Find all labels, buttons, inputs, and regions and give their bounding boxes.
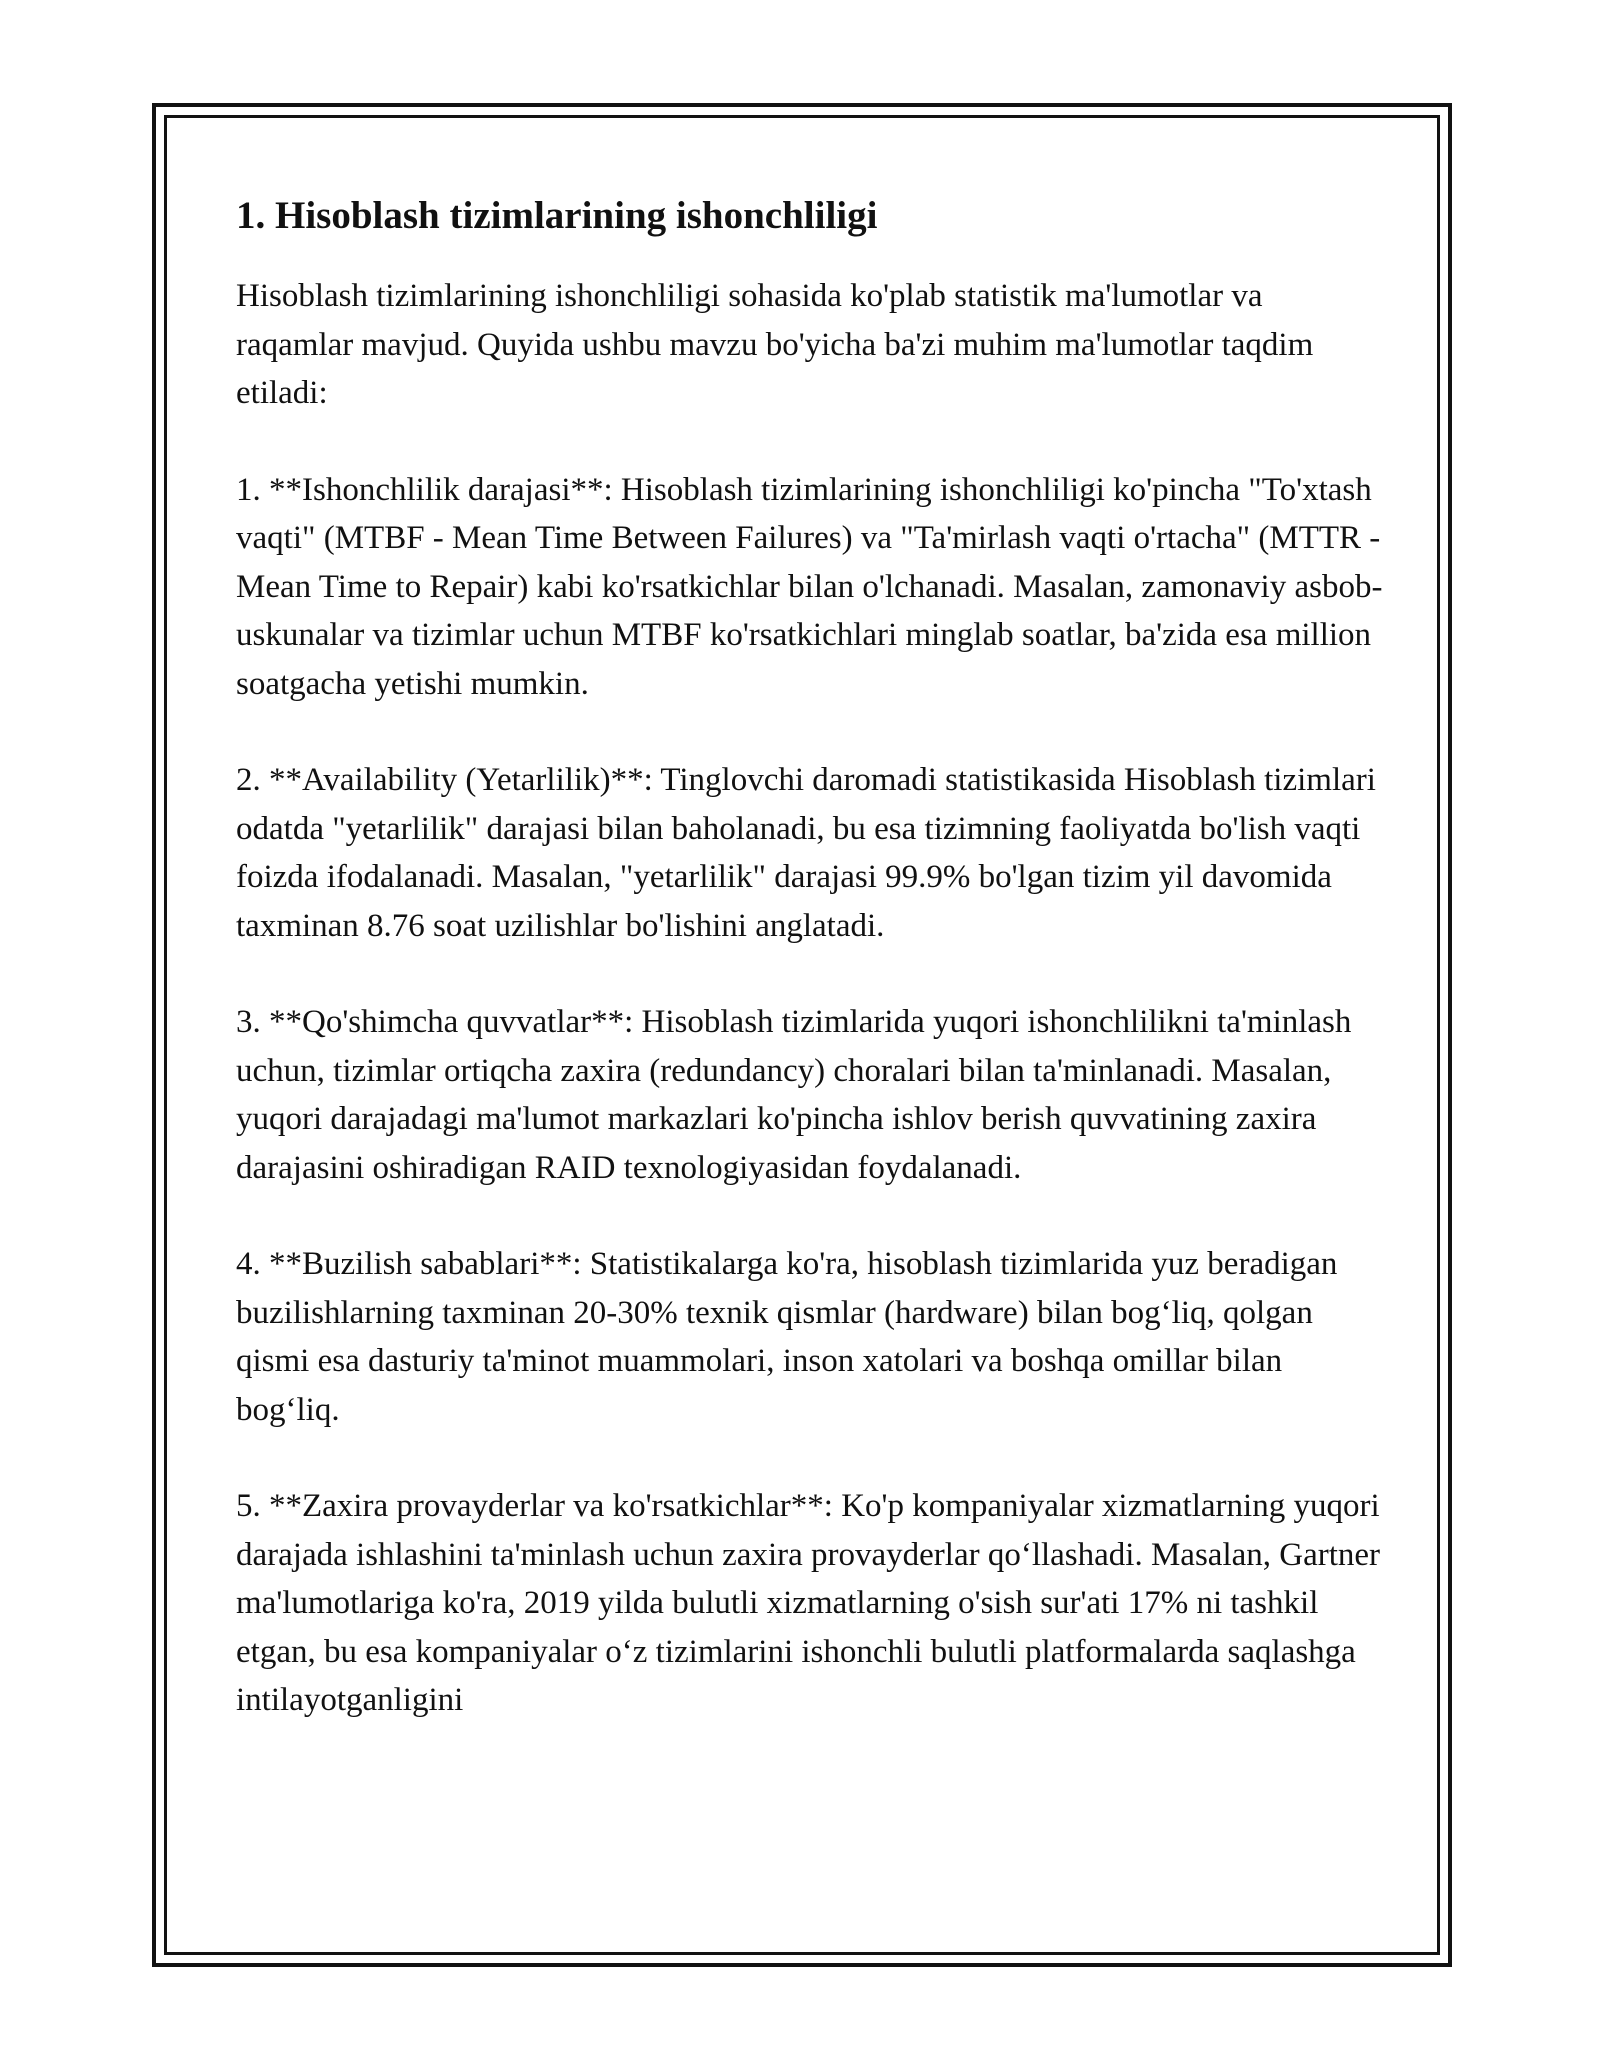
section-heading: 1. Hisoblash tizimlarining ishonchliligi (236, 194, 878, 237)
paragraph-backup-providers: 5. **Zaxira provayderlar va ko'rsatkichlar**: Ko'p kompaniyalar xizmatlarning yuqori darajada ishlashini ta'minlash uchun zaxira provayderlar qo‘llashadi. Masalan, Gartner ma'lumotlariga ko'ra, 2019 yilda bulutli xizmatlarning o'sish sur'ati 17% ni tashkil etgan, bu esa kompaniyalar o‘z tizimlarini ishonchli bulutli platformalarda saqlashga intilayotganligini (236, 1488, 1381, 1718)
paragraph-failure-causes: 4. **Buzilish sabablari**: Statistikalarga ko'ra, hisoblash tizimlarida yuz beradigan buzilishlarning taxminan 20-30% texnik qismlar (hardware) bilan bog‘liq, qolgan qismi esa dasturiy ta'minot muammolari, inson xatolari va boshqa omillar bilan bog‘liq. (236, 1246, 1338, 1428)
document-body (236, 190, 1386, 1725)
intro-paragraph: Hisoblash tizimlarining ishonchliligi sohasida ko'plab statistik ma'lumotlar va raqamlar mavjud. Quyida ushbu mavzu bo'yicha ba'zi muhim ma'lumotlar taqdim etiladi: (236, 278, 1314, 411)
paragraph-availability: 2. **Availability (Yetarlilik)**: Tinglovchi daromadi statistikasida Hisoblash tizimlari odatda "yetarlilik" darajasi bilan baholanadi, bu esa tizimning faoliyatda bo'lish vaqti foizda ifodalanadi. Masalan, "yetarlilik" darajasi 99.9% bo'lgan tizim yil davomida taxminan 8.76 soat uzilishlar bo'lishini anglatadi. (236, 762, 1376, 944)
paragraph-redundancy: 3. **Qo'shimcha quvvatlar**: Hisoblash tizimlarida yuqori ishonchlilikni ta'minlash uchun, tizimlar ortiqcha zaxira (redundancy) choralari bilan ta'minlanadi. Masalan, yuqori darajadagi ma'lumot markazlari ko'pincha ishlov berish quvvatining zaxira darajasini oshiradigan RAID texnologiyasidan foydalanadi. (236, 1004, 1352, 1186)
paragraph-reliability-level: 1. **Ishonchlilik darajasi**: Hisoblash tizimlarining ishonchliligi ko'pincha "To'xtash vaqti" (MTBF - Mean Time Between Failures) va "Ta'mirlash vaqti o'rtacha" (MTTR - Mean Time to Repair) kabi ko'rsatkichlar bilan o'lchanadi. Masalan, zamonaviy asbob-uskunalar va tizimlar uchun MTBF ko'rsatkichlari minglab soatlar, ba'zida esa million soatgacha yetishi mumkin. (236, 471, 1383, 702)
